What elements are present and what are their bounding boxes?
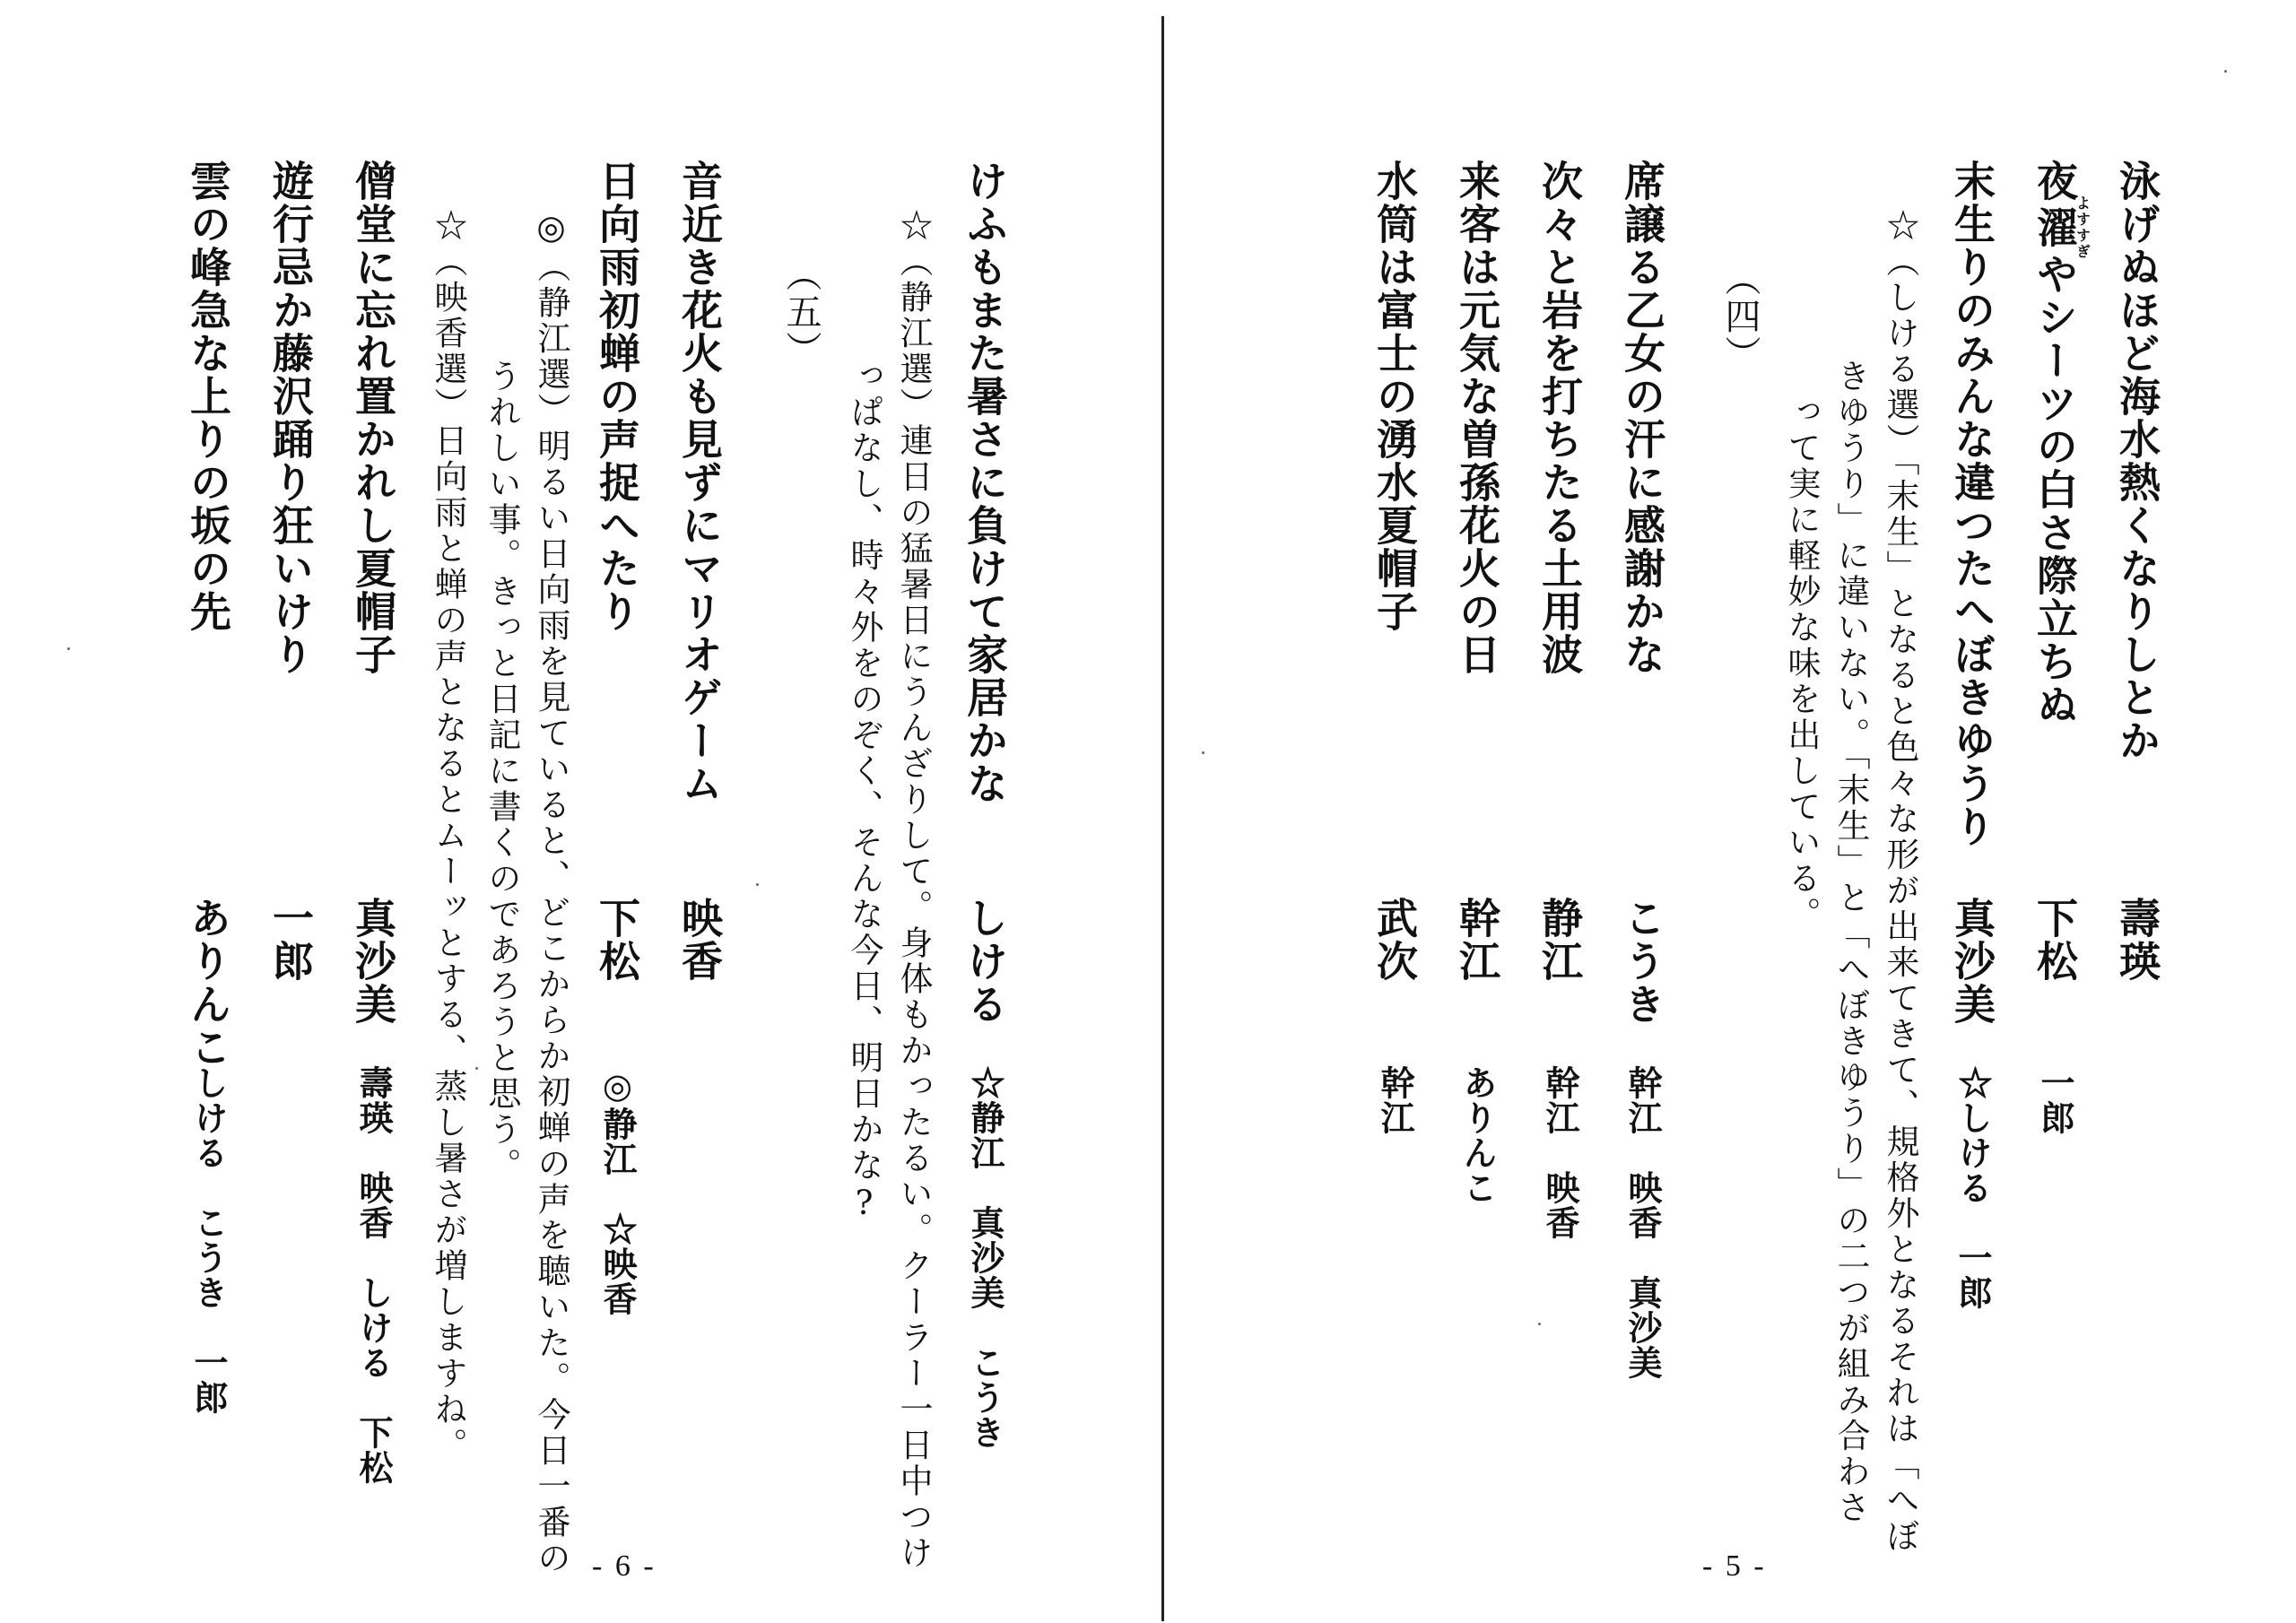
haiku-line: 音近き花火も見ずにマリオゲーム bbox=[675, 160, 724, 805]
page-5 bbox=[1166, 0, 2296, 1623]
comment-line: うれしい事。きっと日記に書くのであろうと思う。 bbox=[483, 359, 521, 1184]
page-number: - 5 - bbox=[1702, 1549, 1767, 1583]
book-spine bbox=[1161, 16, 1164, 1621]
haiku-selectors: 壽瑛 映香 しける 下松 bbox=[353, 1065, 394, 1485]
haiku-author: 壽瑛 bbox=[2113, 897, 2161, 983]
page-number: - 6 - bbox=[592, 1549, 657, 1583]
scan-speck bbox=[2224, 70, 2227, 73]
haiku-selectors: 一郎 bbox=[2035, 1065, 2075, 1135]
section-heading: （四） bbox=[1719, 260, 1761, 373]
haiku-line: 遊行忌か藤沢踊り狂いけり bbox=[266, 160, 315, 676]
haiku-line-with-ruby bbox=[2031, 160, 2092, 726]
haiku-selectors: 幹江 bbox=[1375, 1065, 1415, 1135]
ruby-word: 濯よすすぎ bbox=[2031, 195, 2092, 260]
haiku-author: 一郎 bbox=[266, 897, 315, 983]
haiku-line: 来客は元気な曽孫花火の日 bbox=[1453, 160, 1501, 676]
haiku-selectors: ☆しける 一郎 bbox=[1952, 1065, 1993, 1310]
comment-line: ◎（静江選）明るい日向雨を見ていると、どこからか初蝉の声を聴いた。今日一番の bbox=[532, 208, 570, 1576]
haiku-line: 水筒は富士の湧水夏帽子 bbox=[1370, 160, 1419, 633]
haiku-author: ありんこ bbox=[184, 897, 232, 1069]
haiku-part: 夜 bbox=[2031, 160, 2079, 203]
haiku-selectors: 幹江 映香 真沙美 bbox=[1622, 1065, 1663, 1380]
haiku-author: しける bbox=[961, 897, 1009, 1026]
scan-speck bbox=[756, 883, 759, 886]
haiku-line: 泳げぬほど海水熱くなりしとか bbox=[2113, 160, 2161, 762]
haiku-line: 末生りのみんな違つたへぼきゆうり bbox=[1948, 160, 1996, 848]
haiku-author: 静江 bbox=[1535, 897, 1584, 983]
haiku-part: やシーツの白さ際立ちぬ bbox=[2031, 253, 2079, 726]
section-heading: （五） bbox=[780, 256, 822, 369]
haiku-line: 次々と岩を打ちたる土用波 bbox=[1535, 160, 1584, 676]
haiku-author: 真沙美 bbox=[1948, 897, 1996, 1026]
haiku-selectors: 幹江 映香 bbox=[1540, 1065, 1580, 1240]
comment-line: ☆（しける選）「末生」となると色々な形が出来てきて、規格外となるそれは「へぼ bbox=[1881, 208, 1919, 1555]
haiku-selectors: ☆静江 真沙美 こうき bbox=[965, 1065, 1005, 1450]
comment-line: ☆（映香選）日向雨と蝉の声となるとムーッとする、蒸し暑さが増しますね。 bbox=[429, 208, 467, 1463]
haiku-selectors: ◎静江 ☆映香 bbox=[597, 1065, 638, 1316]
comment-line: っぱなし、時々外をのぞく、そんな今日、明日かな? bbox=[845, 359, 883, 1225]
haiku-author: 映香 bbox=[675, 897, 724, 983]
scan-speck bbox=[475, 1067, 478, 1070]
haiku-author: 下松 bbox=[593, 897, 641, 983]
comment-line: ☆（静江選）連日の猛暑日にうんざりして。身体もかったるい。クーラー一日中つけ bbox=[894, 208, 933, 1571]
haiku-author: こうき bbox=[1618, 897, 1666, 1026]
haiku-line: けふもまた暑さに負けて家居かな bbox=[961, 160, 1009, 805]
haiku-line: 僧堂に忘れ置かれし夏帽子 bbox=[349, 160, 397, 676]
comment-line: って実に軽妙な味を出している。 bbox=[1782, 395, 1821, 933]
haiku-line: 雲の峰急な上りの坂の先 bbox=[184, 160, 232, 633]
haiku-selectors: ありんこ bbox=[1457, 1065, 1498, 1205]
haiku-author: 武次 bbox=[1370, 897, 1419, 983]
scan-speck bbox=[67, 647, 70, 650]
comment-line: きゆうり」に違いない。「末生」と「へぼきゆうり」の二つが組み合わさ bbox=[1831, 359, 1870, 1526]
haiku-line: 日向雨初蝉の声捉へたり bbox=[593, 160, 641, 633]
scan-speck bbox=[1202, 751, 1205, 754]
scan-speck bbox=[1538, 1323, 1541, 1325]
ruby-reading: よすすぎ bbox=[2074, 195, 2092, 260]
haiku-selectors: しける こうき 一郎 bbox=[188, 1065, 229, 1415]
haiku-line: 席譲る乙女の汗に感謝かな bbox=[1618, 160, 1666, 676]
haiku-author: 幹江 bbox=[1453, 897, 1501, 983]
haiku-author: 真沙美 bbox=[349, 897, 397, 1026]
haiku-author: 下松 bbox=[2031, 897, 2079, 983]
